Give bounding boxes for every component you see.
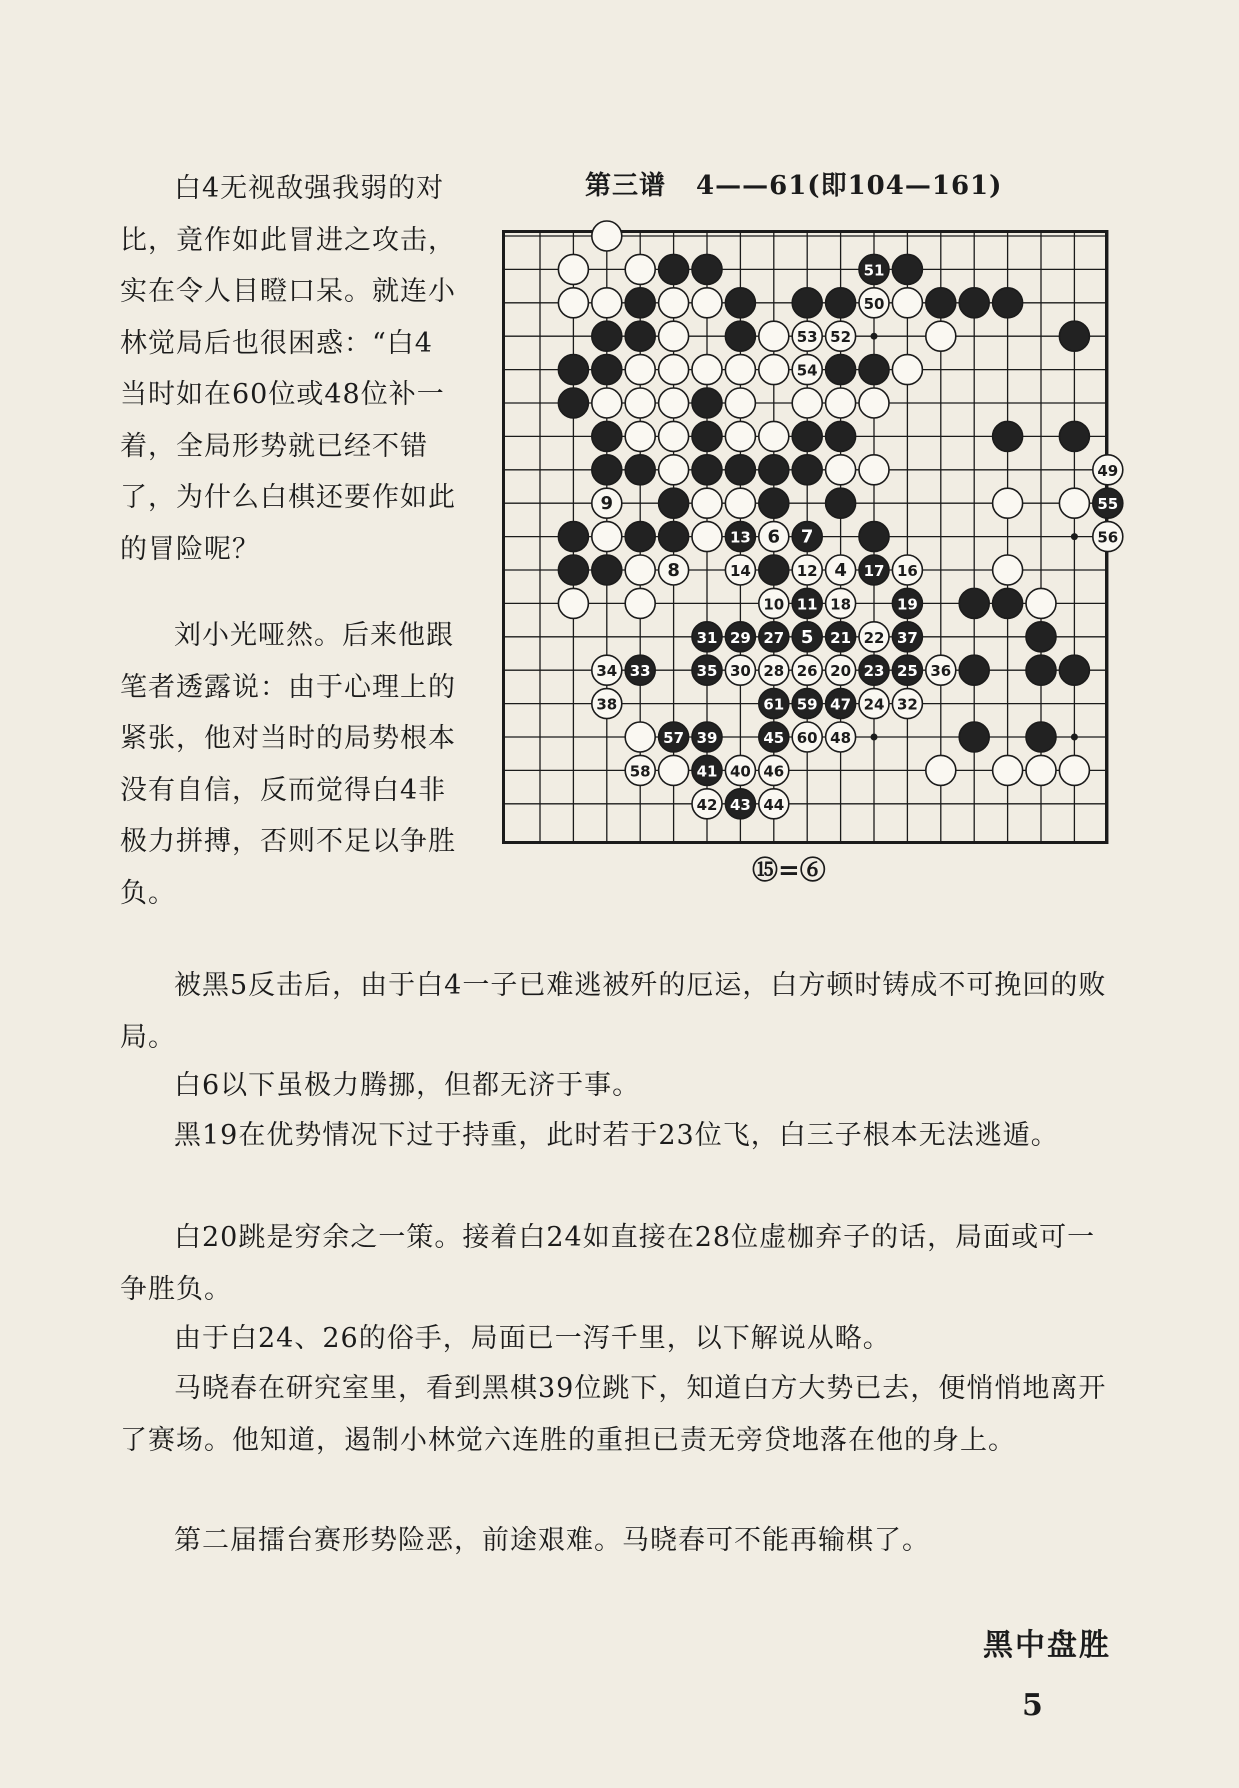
black-stone — [592, 421, 622, 451]
black-stone — [926, 288, 956, 318]
move-number: 33 — [629, 662, 651, 681]
body-paragraph-7: 第二届擂台赛形势险恶，前途艰难。马晓春可不能再输棋了。 — [174, 1525, 930, 1556]
move-number: 55 — [1097, 495, 1119, 514]
white-stone — [659, 755, 689, 785]
white-stone — [826, 455, 856, 485]
white-stone — [892, 355, 922, 385]
white-stone — [993, 488, 1023, 518]
left-paragraph-2: 刘小光哑然。后来他跟笔者透露说：由于心理上的紧张，他对当时的局势根本没有自信，反而觉得白4非极力拼搏，否则不足以争胜负。 — [120, 620, 456, 909]
move-number: 51 — [863, 261, 885, 280]
black-stone — [826, 355, 856, 385]
move-number: 58 — [629, 762, 651, 781]
move-number: 10 — [763, 595, 785, 614]
move-number: 17 — [863, 562, 885, 580]
white-stone — [926, 321, 956, 351]
white-stone — [659, 388, 689, 418]
black-stone — [993, 588, 1023, 618]
black-stone — [759, 455, 789, 485]
black-stone — [625, 522, 655, 552]
black-stone — [592, 321, 622, 351]
black-stone — [959, 655, 989, 685]
move-number: 47 — [830, 695, 852, 714]
white-stone — [659, 355, 689, 385]
move-number: 4 — [834, 560, 847, 581]
white-stone — [1059, 755, 1089, 785]
black-stone — [558, 388, 588, 418]
body-paragraph-6: 马晓春在研究室里，看到黑棋39位跳下，知道白方大势已去，便悄悄地离开了赛场。他知道，遏制小林觉六连胜的重担已责无旁贷地落在他的身上。 — [120, 1373, 1107, 1456]
white-stone — [759, 421, 789, 451]
white-stone — [625, 388, 655, 418]
black-stone — [892, 254, 922, 284]
move-number: 39 — [696, 729, 718, 747]
white-stone — [759, 355, 789, 385]
move-number: 41 — [696, 762, 718, 781]
black-stone — [1059, 655, 1089, 685]
white-stone — [659, 421, 689, 451]
white-stone — [759, 321, 789, 351]
diagram-title — [585, 165, 1002, 202]
go-board-diagram — [502, 230, 1119, 844]
move-number: 46 — [763, 762, 785, 781]
move-number: 44 — [763, 795, 785, 814]
white-stone — [1026, 588, 1056, 618]
move-number: 43 — [729, 795, 751, 814]
move-number: 38 — [596, 695, 618, 714]
black-stone — [959, 588, 989, 618]
black-stone — [993, 288, 1023, 318]
move-number: 6 — [767, 526, 781, 548]
move-number: 37 — [896, 628, 918, 647]
black-stone — [859, 355, 889, 385]
black-stone — [592, 455, 622, 485]
black-stone — [625, 321, 655, 351]
white-stone — [725, 421, 755, 451]
black-stone — [792, 288, 822, 318]
black-stone — [692, 388, 722, 418]
move-number: 12 — [796, 562, 818, 580]
move-number: 20 — [830, 662, 852, 681]
move-number: 26 — [796, 662, 818, 681]
body-paragraph-5: 由于白24、26的俗手，局面已一泻千里，以下解说从略。 — [174, 1323, 891, 1354]
move-number: 48 — [830, 729, 852, 747]
white-stone — [859, 388, 889, 418]
move-number: 9 — [600, 493, 614, 515]
move-number: 22 — [863, 628, 885, 647]
black-stone — [592, 555, 622, 585]
white-stone — [592, 522, 622, 552]
move-number: 14 — [729, 562, 751, 580]
white-stone — [625, 355, 655, 385]
black-stone — [959, 722, 989, 752]
move-number: 21 — [830, 628, 852, 647]
white-stone — [926, 755, 956, 785]
move-number: 16 — [896, 562, 918, 580]
white-stone — [625, 588, 655, 618]
black-stone — [558, 355, 588, 385]
move-number: 45 — [763, 729, 785, 747]
white-stone — [859, 455, 889, 485]
white-stone — [625, 254, 655, 284]
black-stone — [1026, 722, 1056, 752]
move-number: 19 — [896, 595, 918, 614]
diagram-move-range: 4——61(即104—161) — [696, 171, 1003, 201]
black-stone — [1059, 421, 1089, 451]
move-number: 40 — [729, 762, 751, 781]
white-stone — [826, 388, 856, 418]
move-number: 32 — [896, 695, 918, 714]
move-number: 31 — [696, 628, 718, 647]
black-stone — [659, 522, 689, 552]
black-stone — [1026, 622, 1056, 652]
white-stone — [692, 355, 722, 385]
black-stone — [625, 455, 655, 485]
star-point — [1071, 734, 1078, 741]
black-stone — [692, 455, 722, 485]
white-stone — [558, 254, 588, 284]
black-stone — [1059, 321, 1089, 351]
black-stone — [558, 555, 588, 585]
move-number: 8 — [667, 560, 680, 581]
white-stone — [625, 555, 655, 585]
diagram-label: 第三谱 — [585, 171, 667, 201]
move-number: 59 — [796, 695, 818, 714]
white-stone — [725, 355, 755, 385]
white-stone — [592, 388, 622, 418]
black-stone — [826, 288, 856, 318]
move-number: 49 — [1097, 461, 1119, 480]
move-number: 29 — [729, 628, 751, 647]
move-number: 34 — [596, 662, 618, 681]
black-stone — [725, 321, 755, 351]
move-number: 54 — [796, 361, 818, 380]
move-number: 53 — [796, 328, 818, 347]
move-number: 35 — [696, 662, 718, 681]
white-stone — [692, 288, 722, 318]
white-stone — [659, 455, 689, 485]
move-number: 50 — [863, 294, 885, 313]
black-stone — [993, 421, 1023, 451]
black-stone — [625, 288, 655, 318]
white-stone — [625, 421, 655, 451]
white-stone — [993, 755, 1023, 785]
white-stone — [725, 488, 755, 518]
game-result: 黑中盘胜 — [983, 1628, 1111, 1663]
black-stone — [826, 488, 856, 518]
black-stone — [792, 421, 822, 451]
diagram-note: ⑮=⑥ — [752, 856, 826, 886]
white-stone — [692, 488, 722, 518]
move-number: 5 — [800, 626, 814, 648]
white-stone — [592, 288, 622, 318]
black-stone — [1026, 655, 1056, 685]
move-number: 57 — [663, 729, 685, 747]
white-stone — [1059, 488, 1089, 518]
black-stone — [558, 522, 588, 552]
left-paragraph-1: 白4无视敌强我弱的对比，竟作如此冒进之攻击，实在令人目瞪口呆。就连小林觉局后也很困惑：“白4当时如在60位或48位补一着，全局形势就已经不错了，为什么白棋还要作如此的冒险呢？ — [120, 173, 456, 565]
black-stone — [959, 288, 989, 318]
black-stone — [725, 288, 755, 318]
move-number: 56 — [1097, 528, 1119, 547]
black-stone — [759, 488, 789, 518]
black-stone — [859, 522, 889, 552]
black-stone — [725, 455, 755, 485]
white-stone — [692, 522, 722, 552]
white-stone — [625, 722, 655, 752]
move-number: 60 — [796, 729, 818, 747]
move-number: 27 — [763, 628, 785, 647]
move-number: 24 — [863, 695, 885, 714]
star-point — [1071, 533, 1078, 540]
black-stone — [759, 555, 789, 585]
move-number: 61 — [763, 695, 785, 714]
star-point — [871, 734, 878, 741]
black-stone — [659, 254, 689, 284]
move-number: 7 — [800, 526, 814, 548]
black-stone — [792, 455, 822, 485]
move-number: 23 — [863, 662, 885, 681]
move-number: 11 — [796, 595, 818, 614]
black-stone — [592, 355, 622, 385]
white-stone — [792, 388, 822, 418]
move-number: 13 — [729, 528, 751, 547]
white-stone — [1026, 755, 1056, 785]
black-stone — [659, 488, 689, 518]
black-stone — [692, 421, 722, 451]
move-number: 52 — [830, 328, 852, 347]
move-number: 18 — [830, 595, 852, 614]
move-number: 25 — [896, 662, 918, 681]
white-stone — [725, 388, 755, 418]
white-stone — [592, 221, 622, 251]
white-stone — [659, 321, 689, 351]
body-paragraph-4: 白20跳是穷余之一策。接着白24如直接在28位虚枷弃子的话，局面或可一争胜负。 — [120, 1222, 1096, 1305]
move-number: 30 — [729, 662, 751, 681]
go-board — [502, 230, 1119, 844]
black-stone — [692, 254, 722, 284]
white-stone — [558, 588, 588, 618]
move-number: 36 — [930, 662, 952, 681]
white-stone — [993, 555, 1023, 585]
white-stone — [659, 288, 689, 318]
body-paragraph-3: 黑19在优势情况下过于持重，此时若于23位飞，白三子根本无法逃遁。 — [174, 1120, 1059, 1151]
move-number: 42 — [696, 795, 718, 814]
page-number: 5 — [1022, 1688, 1043, 1723]
black-stone — [826, 421, 856, 451]
body-paragraph-1: 被黑5反击后，由于白4一子已难逃被歼的厄运，白方顿时铸成不可挽回的败局。 — [120, 970, 1107, 1053]
body-paragraph-2: 白6以下虽极力腾挪，但都无济于事。 — [174, 1070, 641, 1101]
star-point — [871, 333, 878, 340]
move-number: 28 — [763, 662, 785, 681]
white-stone — [892, 288, 922, 318]
white-stone — [558, 288, 588, 318]
